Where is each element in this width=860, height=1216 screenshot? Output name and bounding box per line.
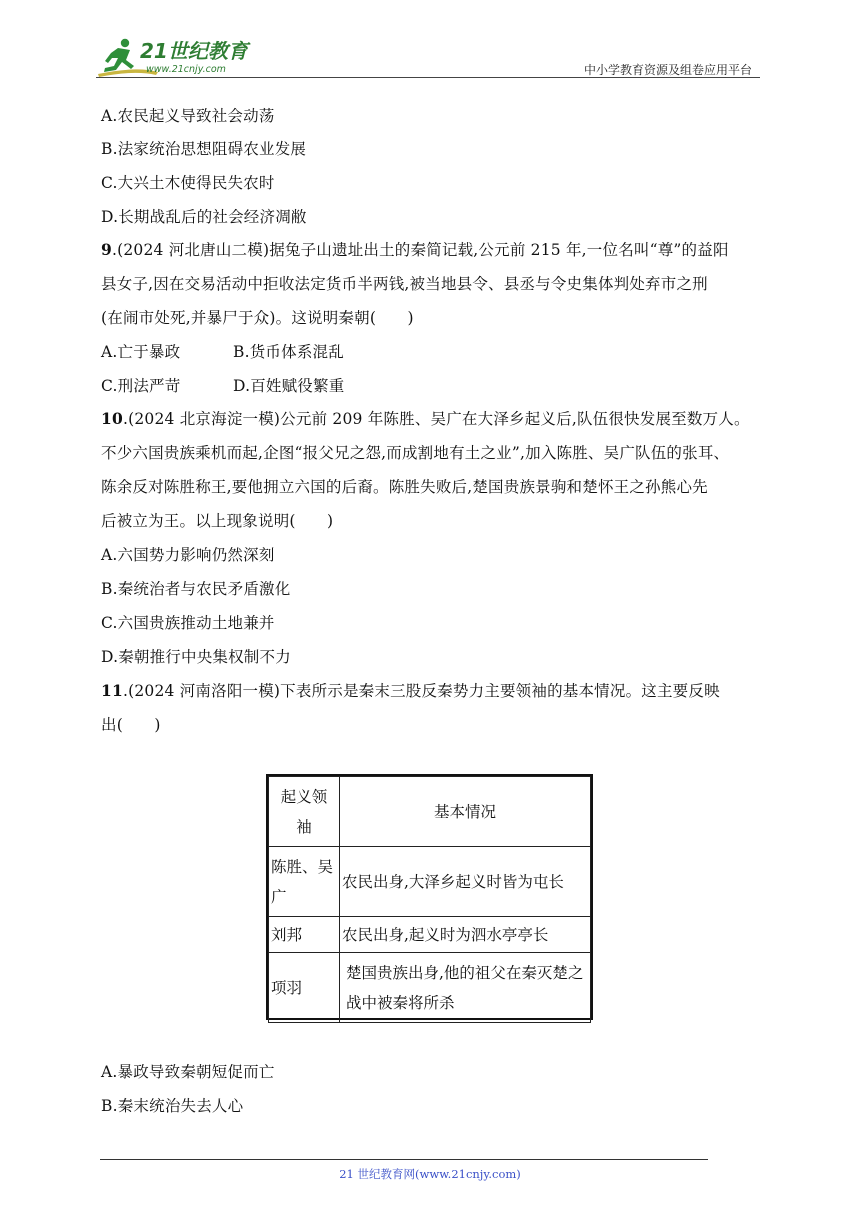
- header-platform-text: 中小学教育资源及组卷应用平台: [583, 63, 752, 77]
- table-cell-info: 农民出身,大泽乡起义时皆为屯长: [340, 847, 591, 917]
- footer-divider: [100, 1159, 708, 1160]
- q9-option-a: A.亡于暴政: [101, 343, 181, 361]
- q11-option-a: A.暴政导致秦朝短促而亡: [101, 1063, 275, 1081]
- footer-link[interactable]: 21 世纪教育网(www.21cnjy.com): [339, 1167, 521, 1181]
- svg-text:21世纪教育: 21世纪教育: [140, 39, 248, 63]
- table-row: [269, 953, 591, 1023]
- table-cell-leader: 陈胜、吴广: [269, 847, 340, 917]
- table-cell-info: 农民出身,起义时为泗水亭亭长: [340, 917, 591, 953]
- q8-option-c: C.大兴土木使得民失农时: [101, 174, 275, 192]
- q11-option-b: B.秦末统治失去人心: [101, 1097, 244, 1115]
- q11-stem-line-1: [101, 681, 720, 701]
- q9-options-row-2: [101, 376, 344, 396]
- q9-option-c: C.刑法严苛: [101, 377, 181, 395]
- q9-options-row-1: [101, 342, 344, 362]
- q10-number: 10: [101, 409, 123, 428]
- q9-stem-line-2: 县女子,因在交易活动中拒收法定货币半两钱,被当地县令、县丞与令史集体判处弃市之刑: [101, 275, 708, 293]
- q11-number: 11: [101, 681, 123, 700]
- q10-option-a: A.六国势力影响仍然深刻: [101, 546, 275, 564]
- q11-stem-line-2: 出( ): [101, 716, 161, 734]
- q10-stem-line-1: [101, 409, 750, 429]
- q10-stem-line-3: 陈余反对陈胜称王,要他拥立六国的后裔。陈胜失败后,楚国贵族景驹和楚怀王之孙熊心先: [101, 478, 708, 496]
- q10-stem-line-4: 后被立为王。以上现象说明( ): [101, 512, 334, 530]
- q11-text-1: .(2024 河南洛阳一模)下表所示是秦末三股反秦势力主要领袖的基本情况。这主要反映: [122, 682, 720, 700]
- svg-text:www.21cnjy.com: www.21cnjy.com: [146, 64, 226, 75]
- q8-option-a: A.农民起义导致社会动荡: [101, 107, 275, 125]
- table-cell-info: 楚国贵族出身,他的祖父在秦灭楚之战中被秦将所杀: [340, 953, 591, 1023]
- table-header-leader: 起义领袖: [269, 777, 340, 847]
- q9-text-1: .(2024 河北唐山二模)据兔子山遗址出土的秦简记载,公元前 215 年,一位名叫“尊”的益阳: [112, 241, 729, 259]
- q8-option-b: B.法家统治思想阻碍农业发展: [101, 140, 307, 158]
- q10-option-c: C.六国贵族推动土地兼并: [101, 614, 275, 632]
- q9-option-d: D.百姓赋役繁重: [233, 377, 345, 395]
- q9-number: 9: [101, 240, 112, 259]
- q9-stem-line-1: [101, 240, 729, 260]
- table-cell-leader: 刘邦: [269, 917, 340, 953]
- q10-stem-line-2: 不少六国贵族乘机而起,企图“报父兄之怨,而成割地有土之业”,加入陈胜、吴广队伍的张耳、: [101, 444, 730, 462]
- q10-text-1: .(2024 北京海淀一模)公元前 209 年陈胜、吴广在大泽乡起义后,队伍很快发展至数万人。: [122, 410, 750, 428]
- table-cell-leader: 项羽: [269, 953, 340, 1023]
- q10-option-b: B.秦统治者与农民矛盾激化: [101, 580, 291, 598]
- table-header-info: 基本情况: [340, 777, 591, 847]
- q8-option-d: D.长期战乱后的社会经济凋敝: [101, 208, 307, 226]
- q10-option-d: D.秦朝推行中央集权制不力: [101, 648, 291, 666]
- q9-option-b: B.货币体系混乱: [233, 343, 344, 361]
- table-row: [269, 847, 591, 917]
- leaders-table: [266, 774, 593, 1020]
- header-divider: [96, 77, 760, 78]
- site-logo: [96, 36, 266, 80]
- table-row: [269, 917, 591, 953]
- q9-stem-line-3: (在闹市处死,并暴尸于众)。这说明秦朝( ): [101, 309, 414, 327]
- table-header-row: [269, 777, 591, 847]
